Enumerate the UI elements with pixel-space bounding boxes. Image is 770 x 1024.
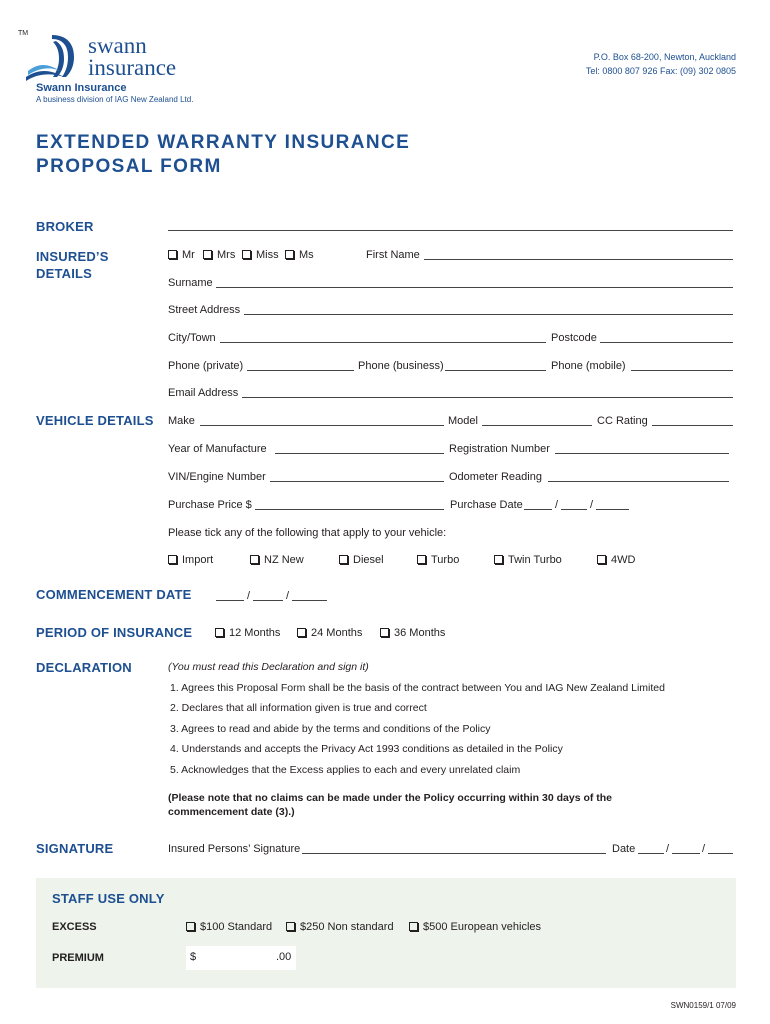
company-address: P.O. Box 68-200, Newton, Auckland [593, 52, 736, 62]
checkbox-icon [168, 555, 177, 564]
make-label: Make [168, 415, 195, 427]
title-option-miss[interactable] [242, 249, 279, 262]
vin-field[interactable] [270, 481, 444, 482]
phone-private-field[interactable] [247, 370, 354, 371]
form-title-line1: EXTENDED WARRANTY INSURANCE [36, 132, 411, 153]
year-label: Year of Manufacture [168, 443, 267, 455]
signature-date-label: Date [612, 843, 636, 855]
first-name-field[interactable] [424, 259, 733, 260]
registration-label: Registration Number [449, 443, 550, 455]
checkbox-icon [215, 628, 224, 637]
staff-heading: STAFF USE ONLY [52, 891, 165, 906]
title-option-mr[interactable] [168, 249, 195, 262]
vehicle-option-label: Turbo [431, 554, 460, 566]
vin-label: VIN/Engine Number [168, 471, 266, 483]
year-field[interactable] [275, 453, 444, 454]
commencement-day[interactable] [216, 600, 244, 601]
declaration-item: 2. Declares that all information given is true and correct [170, 702, 427, 714]
title-option-label: Mr [182, 249, 195, 261]
premium-label: PREMIUM [52, 952, 104, 964]
declaration-heading: DECLARATION [36, 660, 132, 675]
premium-currency: $ [190, 951, 197, 963]
period-option-24[interactable] [297, 627, 362, 640]
period-heading: PERIOD OF INSURANCE [36, 625, 193, 640]
checkbox-icon [203, 250, 212, 259]
purchase-date-month[interactable] [561, 509, 587, 510]
period-option-label: 36 Months [394, 627, 446, 639]
date-separator: / [666, 843, 670, 855]
purchase-date-label: Purchase Date [450, 499, 523, 511]
checkbox-icon [285, 250, 294, 259]
odometer-field[interactable] [548, 481, 729, 482]
cc-rating-field[interactable] [652, 425, 733, 426]
phone-business-label: Phone (business) [358, 360, 444, 372]
phone-mobile-field[interactable] [631, 370, 733, 371]
vehicle-option-import[interactable] [168, 554, 213, 567]
model-field[interactable] [482, 425, 592, 426]
declaration-item: 1. Agrees this Proposal Form shall be the basis of the contract between You and IAG New Zealand Limited [170, 682, 665, 694]
checkbox-icon [597, 555, 606, 564]
purchase-date-year[interactable] [596, 509, 629, 510]
signature-date-day[interactable] [638, 853, 664, 854]
period-option-12[interactable] [215, 627, 280, 640]
excess-option-label: $100 Standard [200, 921, 273, 933]
broker-heading: BROKER [36, 219, 94, 234]
vehicle-option-label: Diesel [353, 554, 384, 566]
company-division: A business division of IAG New Zealand Ltd. [36, 95, 194, 104]
declaration-intro: (You must read this Declaration and sign it) [168, 661, 369, 673]
title-option-ms[interactable] [285, 249, 314, 262]
declaration-note-line1: (Please note that no claims can be made under the Policy occurring within 30 days of the [168, 792, 613, 804]
logo-word-swann: swann [88, 33, 147, 58]
title-option-label: Ms [299, 249, 314, 261]
surname-label: Surname [168, 277, 213, 289]
declaration-note-line2: commencement date (3).) [168, 806, 295, 818]
excess-option-label: $250 Non standard [300, 921, 394, 933]
checkbox-icon [286, 922, 295, 931]
insured-heading-line1: INSURED’S [36, 249, 109, 264]
postcode-label: Postcode [551, 332, 597, 344]
purchase-date-day[interactable] [524, 509, 552, 510]
registration-field[interactable] [555, 453, 729, 454]
checkbox-icon [186, 922, 195, 931]
checkbox-icon [297, 628, 306, 637]
date-separator: / [555, 499, 559, 511]
vehicle-option-twin-turbo[interactable] [494, 554, 562, 567]
vehicle-option-nz-new[interactable] [250, 554, 304, 567]
phone-private-label: Phone (private) [168, 360, 244, 372]
vehicle-option-4wd[interactable] [597, 554, 635, 567]
vehicle-heading: VEHICLE DETAILS [36, 413, 154, 428]
phone-mobile-label: Phone (mobile) [551, 360, 626, 372]
commencement-year[interactable] [292, 600, 327, 601]
date-separator: / [590, 499, 594, 511]
excess-label: EXCESS [52, 921, 97, 933]
form-title-line2: PROPOSAL FORM [36, 156, 222, 177]
excess-option-500[interactable] [409, 921, 541, 934]
checkbox-icon [242, 250, 251, 259]
excess-option-250[interactable] [286, 921, 394, 934]
signature-heading: SIGNATURE [36, 841, 114, 856]
checkbox-icon [494, 555, 503, 564]
make-field[interactable] [200, 425, 444, 426]
cc-rating-label: CC Rating [597, 415, 648, 427]
premium-cents: .00 [276, 951, 292, 963]
phone-business-field[interactable] [445, 370, 546, 371]
commencement-month[interactable] [253, 600, 283, 601]
date-separator: / [702, 843, 706, 855]
city-field[interactable] [220, 342, 546, 343]
checkbox-icon [409, 922, 418, 931]
checkbox-icon [250, 555, 259, 564]
vehicle-option-label: Import [182, 554, 214, 566]
vehicle-option-label: Twin Turbo [508, 554, 562, 566]
vehicle-option-label: NZ New [264, 554, 304, 566]
commencement-heading: COMMENCEMENT DATE [36, 587, 192, 602]
model-label: Model [448, 415, 478, 427]
vehicle-option-diesel[interactable] [339, 554, 384, 567]
odometer-label: Odometer Reading [449, 471, 542, 483]
checkbox-icon [417, 555, 426, 564]
form-code: SWN0159/1 07/09 [670, 1001, 736, 1010]
street-address-field[interactable] [244, 314, 733, 315]
insured-signature-label: Insured Persons’ Signature [168, 843, 301, 855]
signature-date-year[interactable] [708, 853, 733, 854]
period-option-label: 24 Months [311, 627, 363, 639]
insured-signature-field[interactable] [302, 853, 606, 854]
swann-logo-icon [26, 33, 82, 81]
date-separator: / [247, 590, 251, 602]
title-option-label: Mrs [217, 249, 236, 261]
checkbox-icon [380, 628, 389, 637]
vehicle-option-label: 4WD [611, 554, 636, 566]
title-option-mrs[interactable] [203, 249, 235, 262]
signature-date-month[interactable] [672, 853, 700, 854]
title-option-label: Miss [256, 249, 279, 261]
period-option-label: 12 Months [229, 627, 281, 639]
declaration-item: 4. Understands and accepts the Privacy Act 1993 conditions as detailed in the Policy [170, 743, 563, 755]
first-name-label: First Name [366, 249, 420, 261]
purchase-price-label: Purchase Price $ [168, 499, 252, 511]
trademark-mark: TM [18, 30, 29, 37]
checkbox-icon [168, 250, 177, 259]
logo-word-insurance: insurance [88, 55, 177, 80]
declaration-item: 5. Acknowledges that the Excess applies to each and every unrelated claim [170, 764, 521, 776]
excess-option-label: $500 European vehicles [423, 921, 542, 933]
insured-heading-line2: DETAILS [36, 266, 93, 281]
excess-option-100[interactable] [186, 921, 272, 934]
checkbox-icon [339, 555, 348, 564]
date-separator: / [286, 590, 290, 602]
email-field[interactable] [242, 397, 733, 398]
street-address-label: Street Address [168, 304, 241, 316]
postcode-field[interactable] [600, 342, 733, 343]
period-option-36[interactable] [380, 627, 445, 640]
company-name: Swann Insurance [36, 82, 127, 94]
broker-field[interactable] [168, 230, 733, 231]
declaration-item: 3. Agrees to read and abide by the terms and conditions of the Policy [170, 723, 491, 735]
surname-field[interactable] [216, 287, 733, 288]
purchase-price-field[interactable] [255, 509, 444, 510]
tick-prompt: Please tick any of the following that apply to your vehicle: [168, 527, 447, 539]
email-label: Email Address [168, 387, 239, 399]
vehicle-option-turbo[interactable] [417, 554, 459, 567]
company-contact: Tel: 0800 807 926 Fax: (09) 302 0805 [585, 66, 736, 76]
city-label: City/Town [168, 332, 216, 344]
